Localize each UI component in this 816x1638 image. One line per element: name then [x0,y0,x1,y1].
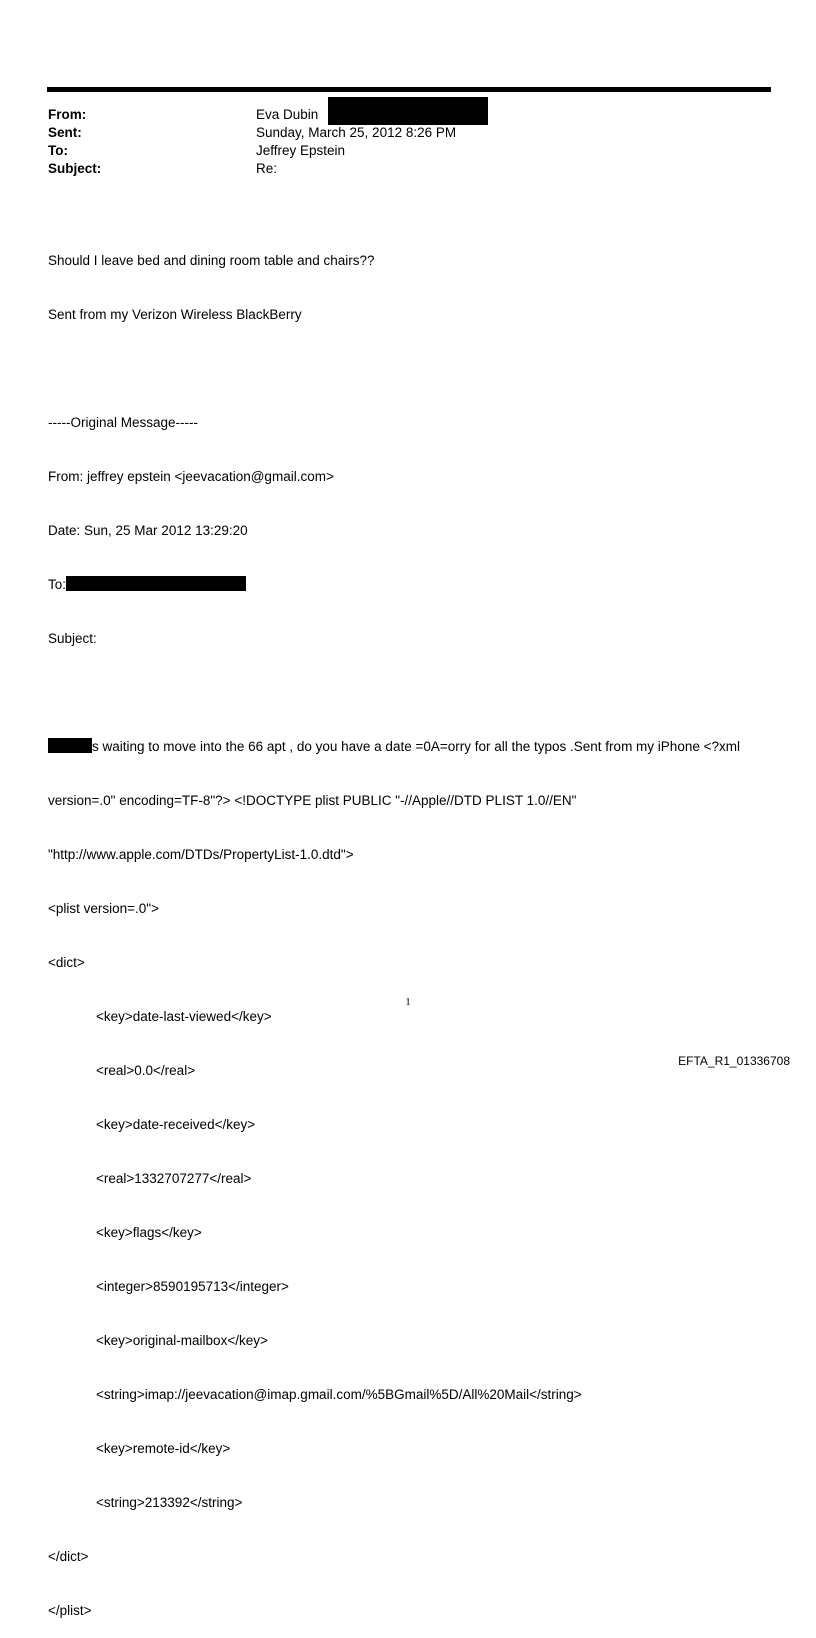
page-number: 1 [405,996,411,1008]
plist-line: <key>date-last-viewed</key> [96,1009,272,1024]
original-to-row [48,576,788,594]
blank-line [48,684,788,702]
dict-open-tag: <dict> [48,955,85,970]
dict-close-tag: </dict> [48,1549,89,1564]
plist-close-tag: </plist> [48,1603,92,1618]
sent-value: Sunday, March 25, 2012 8:26 PM [256,125,457,140]
plist-line: <key>date-received</key> [96,1117,256,1132]
plist-open-tag: <plist version=.0"> [48,901,159,916]
plist-line: <key>remote-id</key> [96,1441,231,1456]
subject-value: Re: [256,161,278,176]
redaction-box-to [66,576,246,591]
email-body [48,216,788,1638]
plist-line: <integer>8590195713</integer> [96,1279,289,1294]
original-message-marker: -----Original Message----- [48,415,199,430]
plist-line: <key>original-mailbox</key> [96,1333,268,1348]
message-line-3: "http://www.apple.com/DTDs/PropertyList-1.0.dtd"> [48,847,354,862]
message-line-1-row [48,738,788,756]
plist-line: <string>213392</string> [96,1495,243,1510]
original-date: Date: Sun, 25 Mar 2012 13:29:20 [48,523,248,538]
subject-label: Subject: [48,161,102,176]
from-value: Eva Dubin [256,107,319,122]
message-line-2: version=.0" encoding=TF-8"?> <!DOCTYPE plist PUBLIC "-//Apple//DTD PLIST 1.0//EN" [48,793,577,808]
blank-line [48,360,788,378]
redaction-box-name [48,738,92,753]
header-rule [47,87,771,92]
to-label: To: [48,143,68,158]
original-subject: Subject: [48,631,97,646]
reply-line: Should I leave bed and dining room table and chairs?? [48,253,375,268]
to-value: Jeffrey Epstein [256,143,346,158]
plist-line: <string>imap://jeevacation@imap.gmail.com/%5BGmail%5D/All%20Mail</string> [96,1387,582,1402]
plist-line: <real>1332707277</real> [96,1171,252,1186]
plist-line: <key>flags</key> [96,1225,202,1240]
redaction-box-from-address [328,97,488,125]
original-from: From: jeffrey epstein <jeevacation@gmail.com> [48,469,334,484]
reply-signature: Sent from my Verizon Wireless BlackBerry [48,307,302,322]
original-to-label: To: [48,577,67,592]
message-line-1: s waiting to move into the 66 apt , do you have a date =0A=orry for all the typos .Sent from my iPhone <?xml [92,739,740,754]
plist-line: <real>0.0</real> [96,1063,196,1078]
from-label: From: [48,107,87,122]
document-id: EFTA_R1_01336708 [678,1054,790,1068]
sent-label: Sent: [48,125,82,140]
